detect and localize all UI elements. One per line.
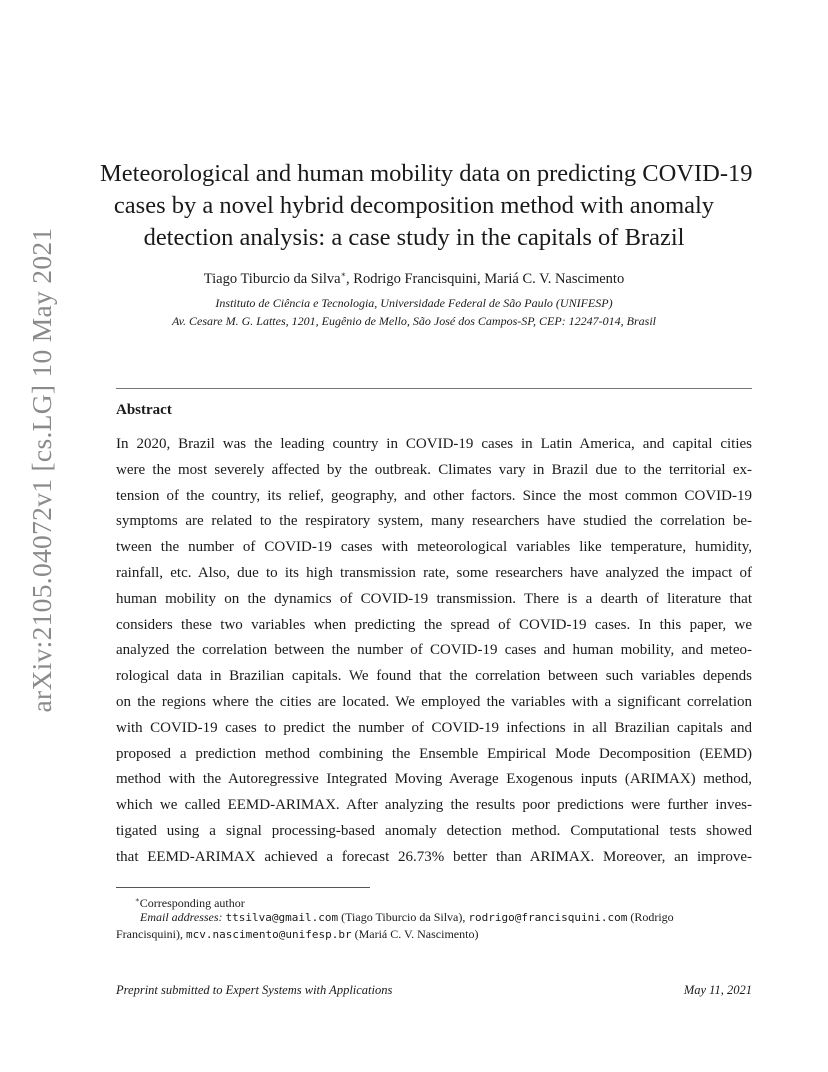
abstract-heading: Abstract bbox=[116, 402, 172, 418]
abstract-line: were the most severely affected by the outbreak. Climates vary in Brazil due to the territorial ex- bbox=[116, 461, 752, 478]
corresponding-author-mark: ∗ bbox=[340, 270, 347, 279]
email-owner: (Mariá C. V. Nascimento) bbox=[351, 927, 479, 941]
abstract-line: with COVID-19 cases to predict the number of COVID-19 infections in all Brazilian capitals and bbox=[116, 719, 752, 736]
email-owner: (Tiago Tiburcio da Silva), bbox=[338, 910, 469, 924]
affiliation-address: Av. Cesare M. G. Lattes, 1201, Eugênio de Mello, São José dos Campos-SP, CEP: 12247-014, Brasil bbox=[171, 314, 657, 328]
abstract-line: rainfall, etc. Also, due to its high transmission rate, some researchers have analyzed the impact of bbox=[116, 564, 752, 581]
abstract-line: symptoms are related to the respiratory system, many researchers have studied the correlation be- bbox=[116, 513, 752, 530]
abstract-line: human mobility on the dynamics of COVID-19 transmission. There is a dearth of literature that bbox=[116, 590, 752, 607]
corresponding-author-label: Corresponding author bbox=[139, 896, 245, 910]
abstract-line: considers these two variables when predicting the spread of COVID-19 cases. In this paper, we bbox=[116, 616, 752, 633]
email-label: Email addresses: bbox=[140, 910, 223, 924]
email-owner: (Rodrigo bbox=[627, 910, 674, 924]
abstract-line: tween the number of COVID-19 cases with meteorological variables like temperature, humidity, bbox=[116, 539, 752, 556]
email-addresses-note bbox=[116, 909, 752, 943]
email-owner: Francisquini), bbox=[116, 927, 186, 941]
title-line: detection analysis: a case study in the capitals of Brazil bbox=[143, 224, 685, 251]
abstract-line: analyzed the correlation between the number of COVID-19 cases and human mobility, and meteo- bbox=[116, 642, 752, 659]
title-line: Meteorological and human mobility data on predicting COVID-19 bbox=[100, 160, 753, 187]
title-line: cases by a novel hybrid decomposition method with anomaly bbox=[113, 192, 715, 219]
arxiv-identifier-stamp bbox=[22, 227, 62, 713]
submission-note: Preprint submitted to Expert Systems with Applications bbox=[116, 983, 393, 997]
submission-date: May 11, 2021 bbox=[683, 983, 752, 997]
paper-title bbox=[100, 158, 753, 254]
author-list bbox=[100, 270, 728, 288]
abstract-body bbox=[116, 432, 752, 871]
abstract-line: tension of the country, its relief, geography, and other factors. Since the most common COVID-19 bbox=[116, 487, 752, 504]
abstract-line: on the regions where the cities are located. We employed the variables with a significant correlation bbox=[116, 693, 752, 710]
abstract-line: rological data in Brazilian capitals. We found that the correlation between such variables depends bbox=[116, 668, 752, 685]
author-name: Tiago Tiburcio da Silva bbox=[203, 270, 341, 287]
abstract-line: tigated using a signal processing-based anomaly detection method. Computational tests showed bbox=[116, 822, 752, 839]
abstract-line: method with the Autoregressive Integrated Moving Average Exogenous inputs (ARIMAX) method, bbox=[116, 771, 752, 788]
arxiv-identifier-text: arXiv:2105.04072v1 [cs.LG] 10 May 2021 bbox=[26, 227, 57, 713]
email-link[interactable]: mcv.nascimento@unifesp.br bbox=[186, 928, 352, 941]
abstract-line: proposed a prediction method combining the Ensemble Empirical Mode Decomposition (EEMD) bbox=[116, 745, 752, 762]
abstract-line: that EEMD-ARIMAX achieved a forecast 26.73% better than ARIMAX. Moreover, an improve- bbox=[116, 848, 752, 865]
footnote-mark: ∗ bbox=[135, 896, 140, 904]
footnote-divider bbox=[116, 887, 370, 888]
affiliation-line: Instituto de Ciência e Tecnologia, Universidade Federal de São Paulo (UNIFESP) bbox=[215, 296, 613, 310]
email-link[interactable]: ttsilva@gmail.com bbox=[225, 911, 339, 924]
coauthor-names: , Rodrigo Francisquini, Mariá C. V. Nascimento bbox=[346, 270, 625, 287]
abstract-line: In 2020, Brazil was the leading country in COVID-19 cases in Latin America, and capital cities bbox=[116, 436, 752, 452]
email-link[interactable]: rodrigo@francisquini.com bbox=[468, 911, 628, 924]
abstract-line: which we called EEMD-ARIMAX. After analyzing the results poor predictions were further inves- bbox=[116, 797, 752, 814]
section-divider bbox=[116, 388, 752, 389]
